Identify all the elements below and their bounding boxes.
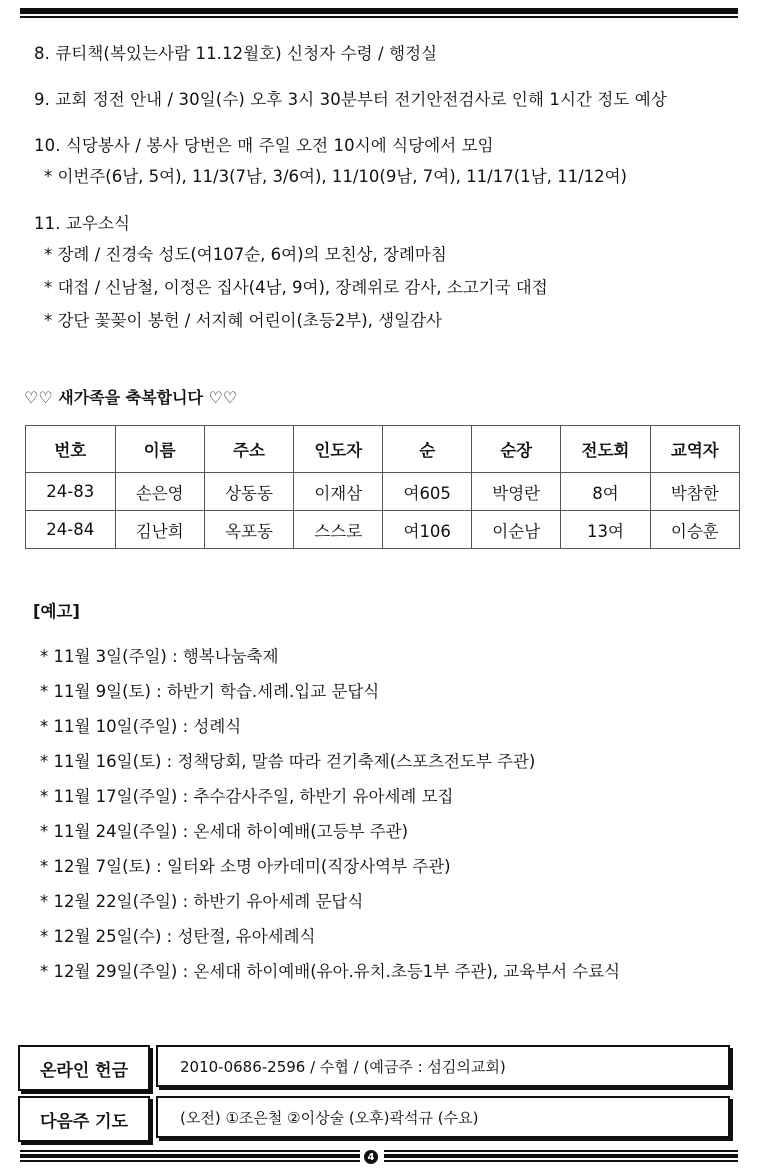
header-mission: 전도회	[561, 426, 650, 473]
cell-group-leader: 이순남	[472, 511, 561, 549]
notice-9: 9. 교회 정전 안내 / 30일(수) 오후 3시 30분부터 전기안전검사로 인해 1시간 정도 예상	[34, 90, 667, 109]
cell-number: 24-83	[26, 473, 116, 511]
header-address: 주소	[204, 426, 293, 473]
header-name: 이름	[115, 426, 204, 473]
cell-name: 손은영	[115, 473, 204, 511]
heart-icon: ♡♡	[208, 388, 238, 407]
header-pastor: 교역자	[650, 426, 739, 473]
online-offering-label: 온라인 헌금	[18, 1045, 150, 1091]
notice-10-detail: * 이번주(6남, 5여), 11/3(7남, 3/6여), 11/10(9남, 7여), 11/17(1남, 11/12여)	[44, 167, 627, 186]
header-guide: 인도자	[294, 426, 383, 473]
cell-group: 여106	[383, 511, 472, 549]
preview-item: * 12월 25일(수) : 성탄절, 유아세례식	[40, 927, 316, 946]
table-row	[26, 511, 740, 549]
cell-group-leader: 박영란	[472, 473, 561, 511]
new-family-title-text: 새가족을 축복합니다	[58, 388, 203, 407]
table-header-row	[26, 426, 740, 473]
next-week-prayer-row	[18, 1096, 736, 1142]
preview-item: * 11월 16일(토) : 정책당회, 말씀 따라 걷기축제(스포츠전도부 주관)	[40, 752, 536, 771]
notice-8: 8. 큐티책(복있는사람 11.12월호) 신청자 수령 / 행정실	[34, 44, 438, 63]
new-family-title	[24, 385, 237, 408]
table-row	[26, 473, 740, 511]
heart-icon: ♡♡	[24, 388, 53, 407]
notice-11-item-2: * 대접 / 신남철, 이정은 집사(4남, 9여), 장례위로 감사, 소고기국 대접	[44, 278, 548, 297]
preview-item: * 12월 22일(주일) : 하반기 유아세례 문답식	[40, 892, 364, 911]
cell-guide: 스스로	[294, 511, 383, 549]
notice-10: 10. 식당봉사 / 봉사 당번은 매 주일 오전 10시에 식당에서 모임	[34, 136, 494, 155]
cell-mission: 13여	[561, 511, 650, 549]
preview-title: [예고]	[33, 602, 80, 621]
notice-11: 11. 교우소식	[34, 214, 131, 233]
next-week-prayer-label: 다음주 기도	[18, 1096, 150, 1142]
cell-address: 상동동	[204, 473, 293, 511]
cell-mission: 8여	[561, 473, 650, 511]
page-number: 4	[364, 1150, 378, 1164]
next-week-prayer-value: (오전) ①조은철 ②이상술 (오후)곽석규 (수요)	[156, 1096, 730, 1138]
preview-item: * 11월 24일(주일) : 온세대 하이예배(고등부 주관)	[40, 822, 409, 841]
preview-item: * 11월 17일(주일) : 추수감사주일, 하반기 유아세례 모집	[40, 787, 454, 806]
bottom-rule	[20, 1150, 738, 1164]
cell-pastor: 이승훈	[650, 511, 739, 549]
online-offering-account: 2010-0686-2596 / 수협 / (예금주 : 섬김의교회)	[156, 1045, 730, 1087]
cell-name: 김난희	[115, 511, 204, 549]
cell-pastor: 박참한	[650, 473, 739, 511]
cell-guide: 이재삼	[294, 473, 383, 511]
new-family-table	[25, 425, 740, 549]
cell-group: 여605	[383, 473, 472, 511]
top-rule	[20, 8, 738, 17]
cell-address: 옥포동	[204, 511, 293, 549]
preview-item: * 11월 10일(주일) : 성례식	[40, 717, 242, 736]
cell-number: 24-84	[26, 511, 116, 549]
preview-item: * 11월 3일(주일) : 행복나눔축제	[40, 647, 279, 666]
online-offering-row	[18, 1045, 736, 1091]
preview-item: * 12월 7일(토) : 일터와 소명 아카데미(직장사역부 주관)	[40, 857, 451, 876]
notice-11-item-3: * 강단 꽃꽂이 봉헌 / 서지혜 어린이(초등2부), 생일감사	[44, 311, 442, 330]
notice-11-item-1: * 장례 / 진경숙 성도(여107순, 6여)의 모친상, 장례마침	[44, 245, 447, 264]
preview-item: * 12월 29일(주일) : 온세대 하이예배(유아.유치.초등1부 주관), 교육부서 수료식	[40, 962, 621, 981]
header-group: 순	[383, 426, 472, 473]
header-number: 번호	[26, 426, 116, 473]
preview-item: * 11월 9일(토) : 하반기 학습.세례.입교 문답식	[40, 682, 380, 701]
header-group-leader: 순장	[472, 426, 561, 473]
